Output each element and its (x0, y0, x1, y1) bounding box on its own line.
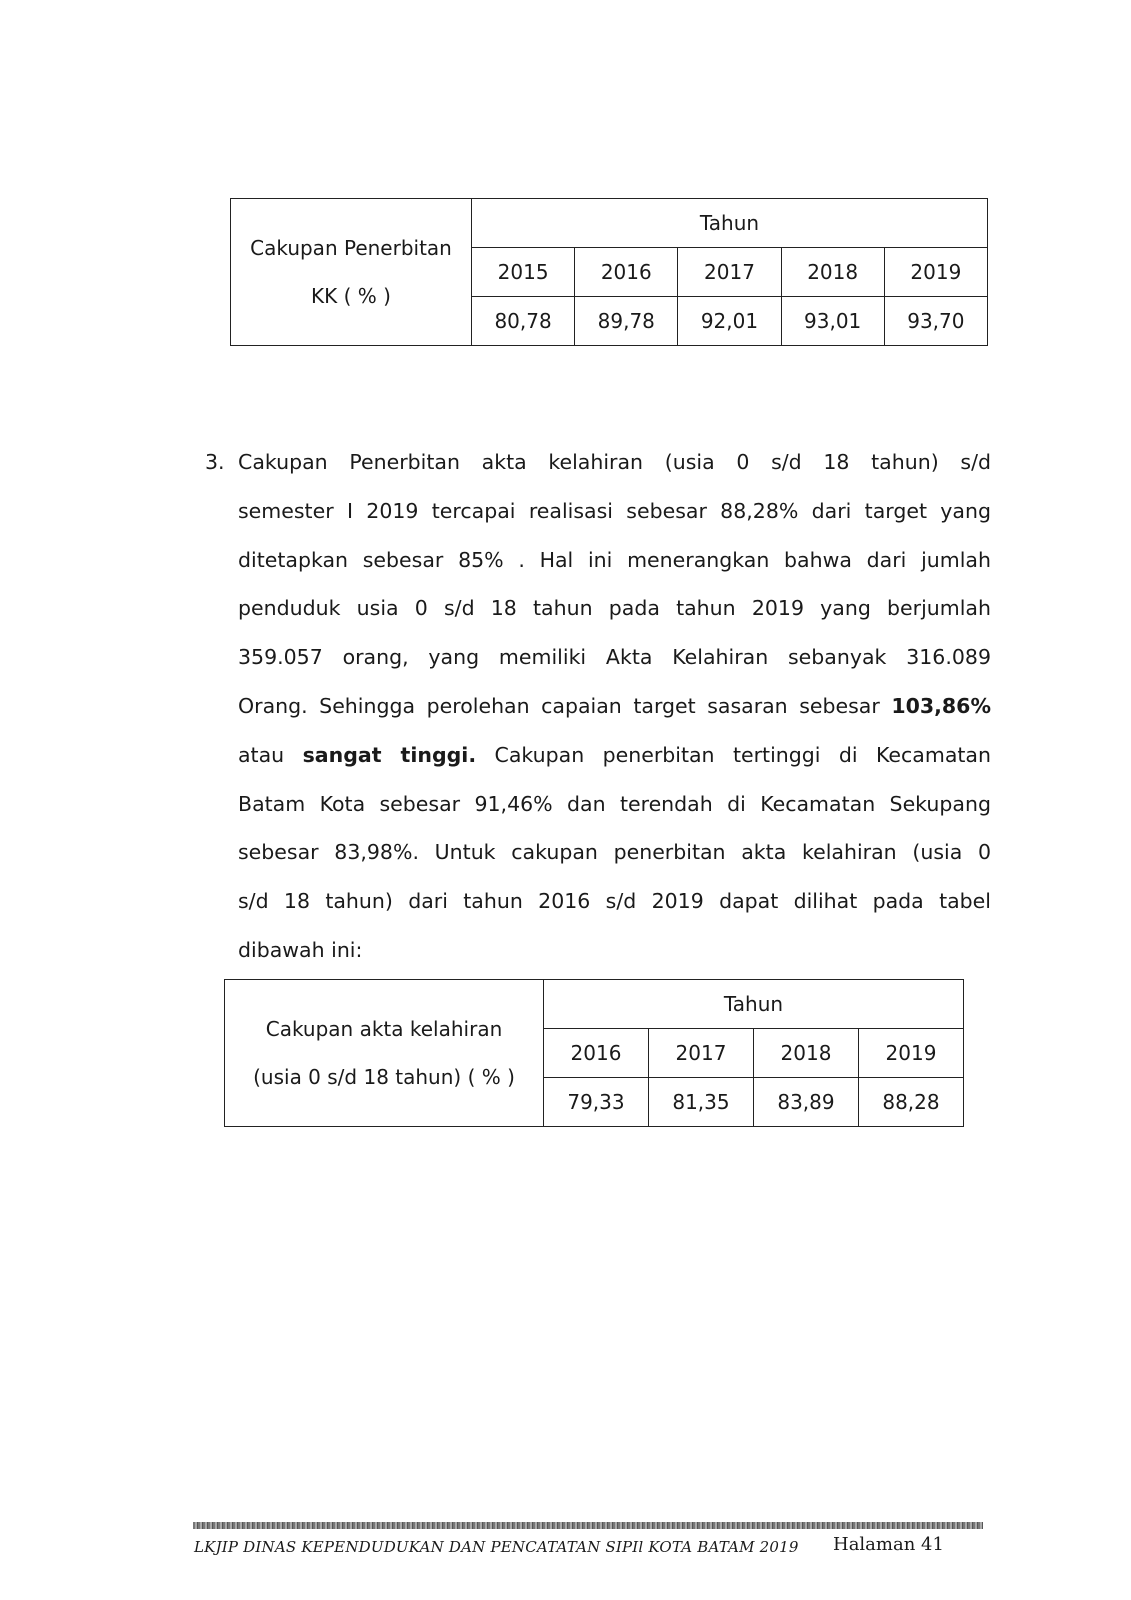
paragraph-line: semester I 2019 tercapai realisasi sebesar 88,28% dari target yang (238, 498, 991, 523)
paragraph-bold-percent: 103,86% (891, 693, 991, 718)
table-kk-year: 2016 (575, 248, 678, 297)
paragraph-line: 359.057 orang, yang memiliki Akta Kelahiran sebanyak 316.089 (238, 645, 991, 670)
paragraph-number: 3. (205, 450, 225, 474)
table-akta-year: 2019 (859, 1029, 964, 1078)
paragraph-line: Cakupan Penerbitan akta kelahiran (usia 0 s/d 18 tahun) s/d (238, 450, 991, 474)
table-akta-label-line2: (usia 0 s/d 18 tahun) ( % ) (253, 1065, 515, 1089)
paragraph-3 (205, 438, 991, 975)
table-akta-year: 2017 (649, 1029, 754, 1078)
table-kk-value: 93,70 (884, 297, 987, 346)
table-kk-value: 92,01 (678, 297, 781, 346)
table-akta-year: 2018 (754, 1029, 859, 1078)
paragraph-line: Batam Kota sebesar 91,46% dan terendah di Kecamatan Sekupang (238, 791, 991, 816)
table-akta-value: 83,89 (754, 1078, 859, 1127)
table-akta-header: Tahun (544, 980, 964, 1029)
table-akta-value: 81,35 (649, 1078, 754, 1127)
table-akta-value: 79,33 (544, 1078, 649, 1127)
footer-divider (193, 1522, 983, 1529)
paragraph-text: atau (238, 742, 285, 767)
table-cakupan-kk (230, 198, 988, 346)
table-akta-value: 88,28 (859, 1078, 964, 1127)
paragraph-line: s/d 18 tahun) dari tahun 2016 s/d 2019 dapat dilihat pada tabel (238, 889, 991, 914)
paragraph-text: Orang. Sehingga perolehan capaian target sasaran sebesar (238, 693, 880, 718)
paragraph-line: sebesar 83,98%. Untuk cakupan penerbitan akta kelahiran (usia 0 (238, 840, 991, 865)
paragraph-bold-rating: sangat tinggi. (302, 742, 477, 767)
paragraph-line-last: dibawah ini: (238, 937, 363, 962)
table-cakupan-akta (224, 979, 964, 1127)
table-akta-label (225, 980, 544, 1127)
table-kk-year: 2018 (781, 248, 884, 297)
table-kk-year: 2015 (472, 248, 575, 297)
table-kk-value: 89,78 (575, 297, 678, 346)
table-akta-year: 2016 (544, 1029, 649, 1078)
paragraph-line-6 (238, 682, 991, 731)
table-kk-label (231, 199, 472, 346)
table-kk-value: 93,01 (781, 297, 884, 346)
table-akta-label-line1: Cakupan akta kelahiran (265, 1017, 503, 1041)
table-kk-year: 2019 (884, 248, 987, 297)
footer-document-title: LKJIP DINAS KEPENDUDUKAN DAN PENCATATAN SIPIl KOTA BATAM 2019 (194, 1538, 799, 1556)
table-kk-label-line2: KK ( % ) (311, 284, 391, 308)
paragraph-line: ditetapkan sebesar 85% . Hal ini menerangkan bahwa dari jumlah (238, 547, 991, 572)
footer-page-number: Halaman 41 (833, 1534, 944, 1555)
paragraph-line-7 (238, 731, 991, 780)
paragraph-text: Cakupan penerbitan tertinggi di Kecamatan (494, 742, 991, 767)
paragraph-line: penduduk usia 0 s/d 18 tahun pada tahun 2019 yang berjumlah (238, 596, 991, 621)
table-kk-year: 2017 (678, 248, 781, 297)
table-kk-header: Tahun (472, 199, 988, 248)
table-kk-label-line1: Cakupan Penerbitan (250, 236, 452, 260)
table-kk-value: 80,78 (472, 297, 575, 346)
